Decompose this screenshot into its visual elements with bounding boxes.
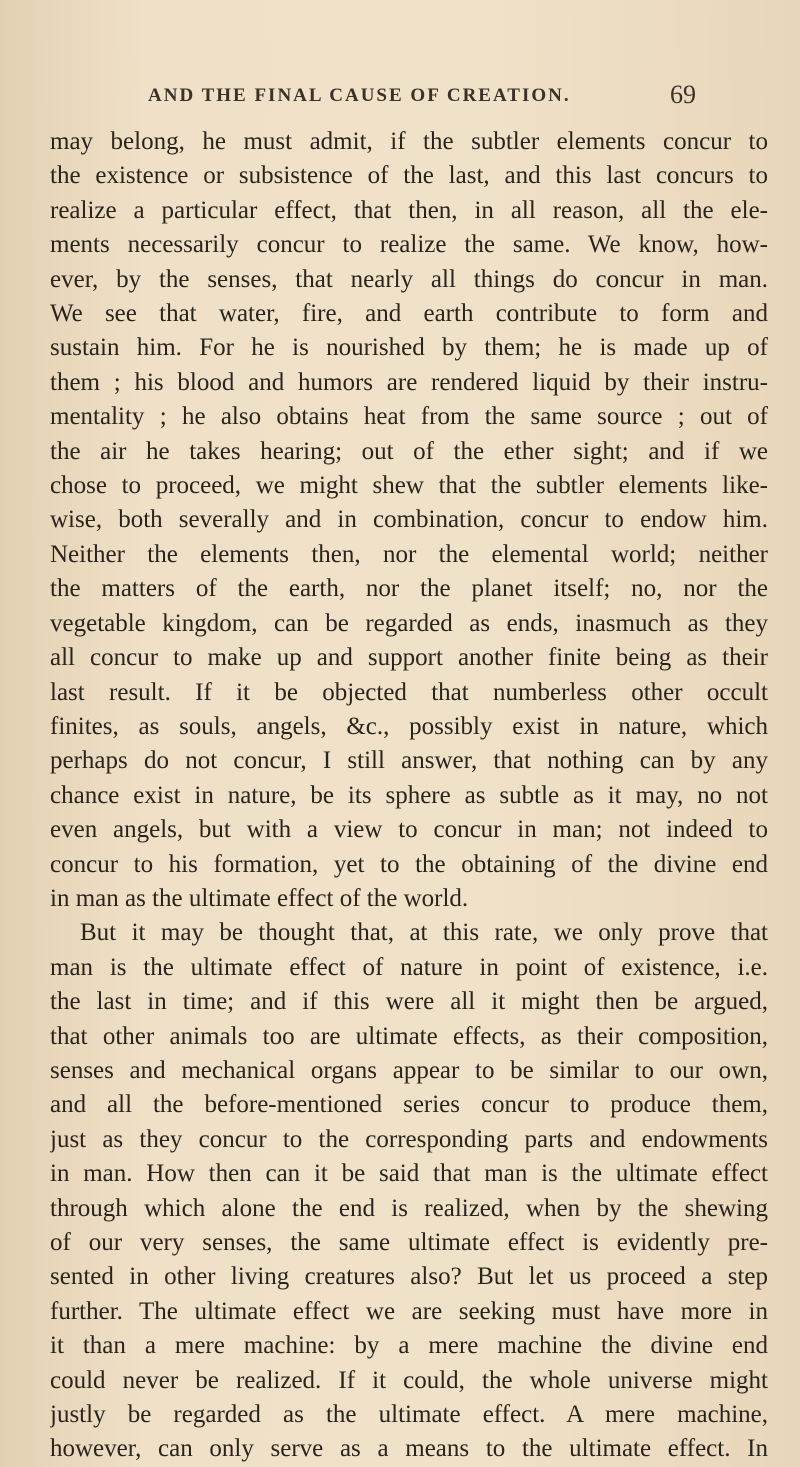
text-line: finites, as souls, angels, &c., possibly exist in nature, which [50, 712, 768, 740]
paragraph-start-line: But it may be thought that, at this rate, we only prove that [80, 919, 768, 947]
paragraph-end-line: in man as the ultimate effect of the world. [50, 884, 469, 912]
text-line: in man. How then can it be said that man is the ultimate effect [50, 1160, 768, 1188]
text-line: the last in time; and if this were all it might then be argued, [50, 988, 768, 1016]
text-line: vegetable kingdom, can be regarded as ends, inasmuch as they [50, 609, 768, 637]
text-line: even angels, but with a view to concur in man; not indeed to [50, 816, 768, 844]
text-line: We see that water, fire, and earth contribute to form and [50, 300, 768, 328]
text-line: perhaps do not concur, I still answer, that nothing can by any [50, 747, 768, 775]
text-line: through which alone the end is realized, when by the shewing [50, 1194, 768, 1222]
text-line: further. The ultimate effect we are seeking must have more in [50, 1297, 768, 1325]
text-line: of our very senses, the same ultimate effect is evidently pre- [50, 1229, 768, 1256]
text-line: ments necessarily concur to realize the same. We know, how- [50, 231, 768, 259]
page-number: 69 [670, 80, 696, 109]
text-line: may belong, he must admit, if the subtler elements concur to [50, 128, 768, 155]
text-line: the matters of the earth, nor the planet itself; no, nor the [50, 575, 768, 603]
text-line: wise, both severally and in combination, concur to endow him. [50, 506, 768, 534]
text-line: senses and mechanical organs appear to be similar to our own, [50, 1056, 768, 1084]
text-line: the air he takes hearing; out of the ether sight; and if we [50, 437, 768, 465]
text-line: however, can only serve as a means to the ultimate effect. In [50, 1435, 768, 1463]
text-line: sustain him. For he is nourished by them; he is made up of [50, 334, 768, 362]
text-line: and all the before-mentioned series concur to produce them, [50, 1091, 768, 1119]
text-line: chose to proceed, we might shew that the subtler elements like- [50, 472, 768, 500]
text-line: that other animals too are ultimate effects, as their composition, [50, 1022, 768, 1050]
text-line: ever, by the senses, that nearly all things do concur in man. [50, 265, 768, 293]
text-line: them ; his blood and humors are rendered liquid by their instru- [50, 368, 768, 396]
text-line: it than a mere machine: by a mere machine the divine end [50, 1332, 768, 1360]
text-line: mentality ; he also obtains heat from the same source ; out of [50, 403, 768, 431]
text-line: chance exist in nature, be its sphere as subtle as it may, no not [50, 781, 768, 809]
text-line: last result. If it be objected that numberless other occult [50, 678, 768, 706]
text-line: man is the ultimate effect of nature in point of existence, i.e. [50, 953, 768, 981]
text-line: justly be regarded as the ultimate effect. A mere machine, [50, 1401, 768, 1429]
body-text [50, 125, 768, 1467]
running-head [148, 78, 696, 108]
text-line: concur to his formation, yet to the obtaining of the divine end [50, 850, 768, 878]
text-line: sented in other living creatures also? But let us proceed a step [50, 1263, 768, 1291]
text-line: Neither the elements then, nor the elemental world; neither [50, 540, 768, 568]
text-line: realize a particular effect, that then, in all reason, all the ele- [50, 196, 768, 224]
text-line: the existence or subsistence of the last, and this last concurs to [50, 162, 768, 190]
running-head-title: AND THE FINAL CAUSE OF CREATION. [148, 85, 571, 106]
text-line: all concur to make up and support another finite being as their [50, 644, 768, 672]
text-line: just as they concur to the corresponding parts and endowments [50, 1125, 768, 1153]
text-line: could never be realized. If it could, the whole universe might [50, 1366, 768, 1394]
